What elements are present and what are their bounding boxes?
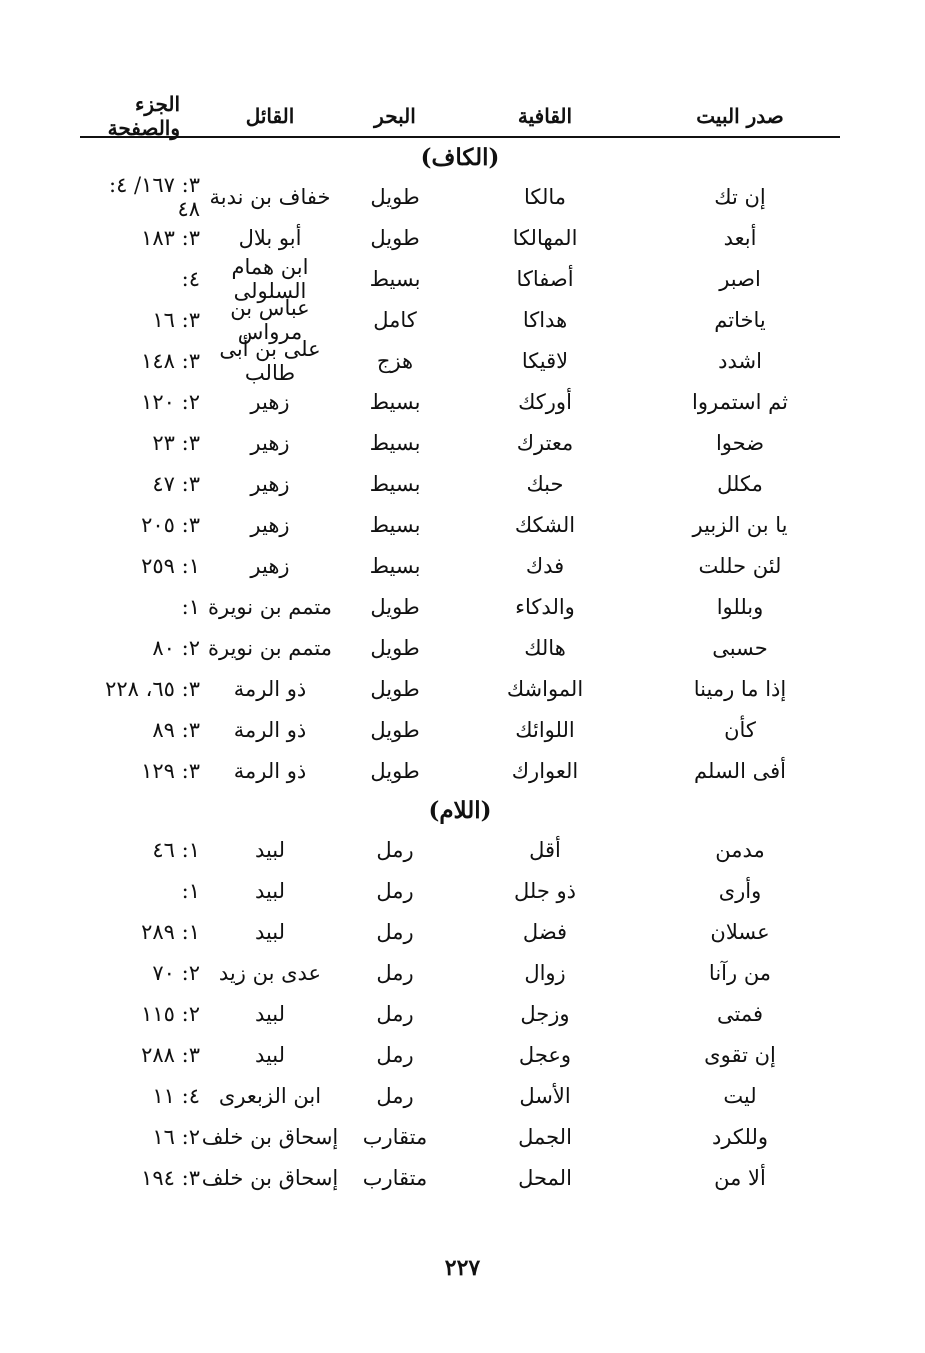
cell-poet: زهير [250,430,290,455]
cell-rhyme: المهالكا [512,225,578,250]
cell-poet: إسحاق بن خلف [201,1165,339,1190]
cell-rhyme: معترك [516,430,574,455]
cell-verse-start: حسبى [712,635,768,660]
table-row [80,750,840,791]
table-row [80,870,840,911]
cell-verse-start: اشدد [718,348,762,373]
table-row [80,504,840,545]
cell-poet: زهير [250,512,290,537]
cell-verse-start: وللكرد [711,1124,769,1149]
cell-volume-page: ١: ٢٨٩ [141,919,200,944]
cell-volume-page: ٢: ٧٠ [152,960,200,985]
table-row [80,993,840,1034]
cell-verse-start: ألا من [714,1165,766,1190]
cell-poet: زهير [250,389,290,414]
cell-meter: طويل [370,225,420,250]
cell-rhyme: أصفاكا [516,266,574,291]
table-row [80,709,840,750]
cell-volume-page: ٢: ١٢٠ [141,389,200,414]
table-row [80,217,840,258]
cell-meter: متقارب [362,1165,428,1190]
cell-poet: ذو الرمة [233,676,307,701]
cell-verse-start: وبللوا [716,594,764,619]
cell-meter: بسيط [369,512,421,537]
cell-meter: رمل [376,837,414,862]
cell-volume-page: ٣: ٢٣ [152,430,200,455]
cell-volume-page: ٣: ٦٥، ٢٢٨ [105,676,200,701]
table-row [80,381,840,422]
cell-poet: ابن الزبعرى [218,1083,322,1108]
cell-volume-page: ٣: ٤٧ [152,471,200,496]
cell-poet: لبيد [254,878,286,903]
cell-volume-page: ٤: ١١ [152,1083,200,1108]
cell-meter: رمل [376,1001,414,1026]
cell-meter: كامل [373,307,417,332]
cell-volume-page: ٣: ١٦ [152,307,200,332]
table-row [80,254,840,303]
cell-meter: رمل [376,960,414,985]
cell-rhyme: زوال [524,960,566,985]
cell-rhyme: فدك [525,553,565,578]
cell-verse-start: مدمن [715,837,765,862]
cell-rhyme: اللوائك [515,717,575,742]
table-row [80,911,840,952]
cell-volume-page: ٤: [181,266,200,291]
cell-verse-start: من رآنا [708,960,772,985]
header-volume-page: الجزء والصفحة [107,92,180,140]
cell-volume-page: ٢: ١١٥ [141,1001,200,1026]
cell-poet: ابن همام السلولى [231,254,309,303]
cell-meter: رمل [376,1083,414,1108]
cell-rhyme: هالك [524,635,566,660]
table-row [80,1034,840,1075]
cell-volume-page: ١: [181,594,200,619]
cell-rhyme: وزجل [520,1001,570,1026]
table-row [80,422,840,463]
cell-verse-start: إذا ما رمينا [693,676,787,701]
page-number: ٢٢٧ [444,1255,481,1281]
cell-rhyme: أوركك [518,389,572,414]
cell-rhyme: أقل [529,837,561,862]
cell-verse-start: إن تقوى [704,1042,776,1067]
cell-rhyme: المحل [518,1165,572,1190]
cell-volume-page: ٣: ٢٨٨ [141,1042,200,1067]
cell-rhyme: لاقيكا [521,348,569,373]
cell-poet: لبيد [254,1042,286,1067]
cell-verse-start: ياخاتم [714,307,766,332]
table-header [80,92,840,140]
cell-verse-start: ثم استمروا [692,389,788,414]
header-rhyme: القافية [517,104,573,128]
cell-meter: بسيط [369,266,421,291]
table-row [80,336,840,385]
cell-meter: متقارب [362,1124,428,1149]
cell-poet: عدى بن زيد [218,960,322,985]
cell-rhyme: الجمل [518,1124,572,1149]
cell-poet: زهير [250,553,290,578]
section-lam-rows [80,829,840,1198]
cell-rhyme: الأسل [519,1083,571,1108]
cell-volume-page: ١: [181,878,200,903]
section-title-kaf: (الكاف) [420,143,500,171]
cell-rhyme: هداكا [522,307,568,332]
cell-meter: طويل [370,676,420,701]
cell-meter: طويل [370,594,420,619]
cell-meter: طويل [370,184,420,209]
cell-meter: بسيط [369,553,421,578]
cell-verse-start: ليت [723,1083,757,1108]
cell-poet: على بن أبى طالب [219,336,321,385]
table-row [80,668,840,709]
cell-verse-start: أبعد [723,225,757,250]
cell-meter: بسيط [369,471,421,496]
cell-poet: أبو بلال [238,225,302,250]
cell-volume-page: ٣: ١٤٨ [141,348,200,373]
cell-volume-page: ٢: ١٦ [152,1124,200,1149]
cell-meter: رمل [376,1042,414,1067]
table-row [80,172,840,221]
cell-volume-page: ١: ٢٥٩ [141,553,200,578]
cell-poet: ذو الرمة [233,758,307,783]
cell-volume-page: ٣: ١٢٩ [141,758,200,783]
cell-rhyme: حبك [526,471,564,496]
cell-verse-start: عسلان [710,919,770,944]
section-kaf-rows [80,172,840,791]
cell-rhyme: ذو جلل [513,878,576,903]
cell-volume-page: ٢: ٨٠ [152,635,200,660]
cell-volume-page: ٣: ٨٩ [152,717,200,742]
cell-poet: عباس بن مرواس [230,295,310,344]
table-row [80,627,840,668]
cell-poet: لبيد [254,837,286,862]
cell-verse-start: لئن حللت [698,553,782,578]
cell-verse-start: فمتى [716,1001,764,1026]
cell-poet: ذو الرمة [233,717,307,742]
header-verse-start: صدر البيت [696,104,784,128]
cell-poet: متمم بن نويرة [207,594,332,619]
section-title-lam: (اللام) [428,796,492,824]
cell-meter: رمل [376,878,414,903]
cell-rhyme: المواشك [506,676,584,701]
cell-volume-page: ٣: ١٦٧/ ٤: ٤٨ [108,172,200,221]
cell-verse-start: أفى السلم [694,758,786,783]
cell-rhyme: مالكا [523,184,567,209]
table-row [80,829,840,870]
cell-volume-page: ٣: ١٩٤ [141,1165,200,1190]
cell-poet: زهير [250,471,290,496]
cell-poet: لبيد [254,1001,286,1026]
cell-verse-start: كأن [724,717,756,742]
cell-meter: بسيط [369,430,421,455]
cell-volume-page: ١: ٤٦ [152,837,200,862]
cell-verse-start: إن تك [714,184,766,209]
table-row [80,586,840,627]
cell-meter: طويل [370,758,420,783]
cell-volume-page: ٣: ١٨٣ [141,225,200,250]
cell-rhyme: الشكك [514,512,576,537]
cell-verse-start: وأرى [718,878,762,903]
table-row [80,1157,840,1198]
table-row [80,1116,840,1157]
cell-rhyme: فضل [522,919,568,944]
cell-meter: رمل [376,919,414,944]
header-meter: البحر [374,104,416,128]
table-row [80,463,840,504]
cell-rhyme: العوارك [511,758,579,783]
cell-verse-start: اصبر [719,266,761,291]
header-poet: القائل [245,104,295,128]
cell-volume-page: ٣: ٢٠٥ [141,512,200,537]
cell-rhyme: وعجل [518,1042,572,1067]
poetry-index-table [80,92,840,1198]
cell-poet: خفاف بن ندبة [209,184,331,209]
cell-meter: طويل [370,717,420,742]
cell-meter: هزج [376,348,414,373]
table-row [80,952,840,993]
cell-meter: طويل [370,635,420,660]
cell-poet: لبيد [254,919,286,944]
cell-poet: إسحاق بن خلف [201,1124,339,1149]
table-row [80,1075,840,1116]
cell-poet: متمم بن نويرة [207,635,332,660]
cell-verse-start: مكلل [717,471,763,496]
cell-rhyme: والدكاء [515,594,575,619]
table-row [80,545,840,586]
cell-meter: بسيط [369,389,421,414]
cell-verse-start: يا بن الزبير [692,512,788,537]
cell-verse-start: ضحوا [715,430,765,455]
table-row [80,295,840,344]
